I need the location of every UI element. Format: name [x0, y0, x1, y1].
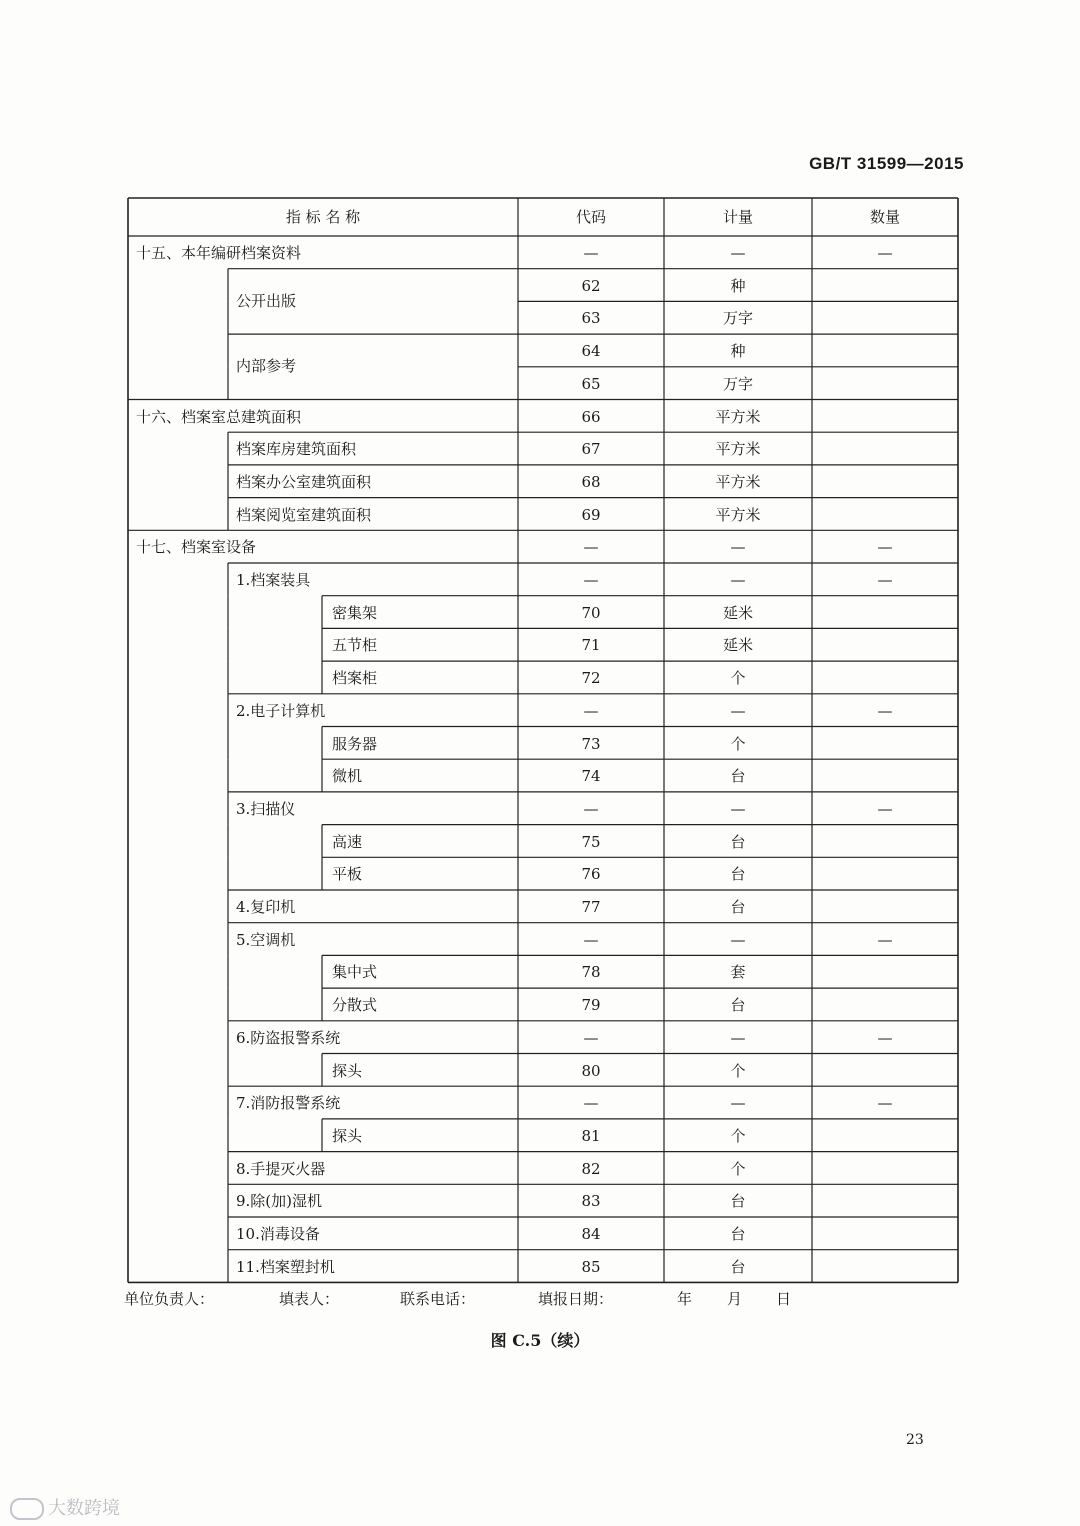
- indicator-code: —: [583, 1028, 599, 1047]
- indicator-unit: 台: [730, 767, 746, 786]
- indicator-label: 探头: [332, 1126, 363, 1145]
- filler-label: 填表人：: [279, 1290, 340, 1308]
- indicator-unit: 延米: [722, 636, 753, 655]
- indicator-label: 7.消防报警系统: [236, 1094, 341, 1113]
- indicator-unit: 台: [730, 832, 746, 851]
- indicator-unit: 个: [730, 1126, 746, 1145]
- header-code: 代码: [575, 208, 606, 226]
- indicator-unit: 平方米: [715, 407, 761, 426]
- indicator-label: 档案库房建筑面积: [236, 440, 357, 459]
- indicator-code: 76: [581, 865, 601, 884]
- indicator-quantity: —: [877, 930, 893, 949]
- indicator-quantity: —: [877, 701, 893, 720]
- indicator-code: 79: [581, 996, 601, 1015]
- indicator-unit: 个: [730, 734, 746, 753]
- indicator-unit: 套: [730, 963, 746, 982]
- indicator-unit: —: [730, 244, 746, 262]
- month-label: 月: [727, 1290, 743, 1308]
- watermark-logo-icon: [10, 1498, 44, 1520]
- indicator-code: 67: [581, 440, 601, 459]
- indicator-quantity: —: [877, 799, 893, 818]
- indicator-unit: 平方米: [715, 440, 761, 459]
- day-label: 日: [776, 1290, 792, 1308]
- indicator-label: 探头: [332, 1061, 363, 1080]
- watermark: [10, 1494, 120, 1520]
- indicator-code: 68: [581, 472, 601, 491]
- indicator-unit: 台: [730, 898, 746, 916]
- indicator-label: 平板: [332, 865, 363, 884]
- indicator-code: 83: [581, 1192, 601, 1211]
- indicator-code: 80: [581, 1061, 601, 1080]
- report-date-label: 填报日期：: [538, 1290, 614, 1308]
- indicator-unit: 个: [730, 1061, 746, 1080]
- indicator-label: 五节柜: [332, 636, 378, 655]
- indicator-unit: 万字: [722, 374, 753, 393]
- indicator-label: 内部参考: [236, 357, 297, 376]
- indicator-label: 5.空调机: [236, 930, 296, 949]
- indicator-quantity: —: [877, 538, 893, 557]
- watermark-text: 大数跨境: [48, 1498, 120, 1519]
- indicator-label: 微机: [332, 767, 363, 786]
- indicator-quantity: —: [877, 1094, 893, 1113]
- indicator-unit: 台: [730, 865, 746, 884]
- indicator-quantity: —: [877, 571, 893, 589]
- indicator-code: —: [583, 701, 599, 720]
- indicator-unit: 个: [730, 669, 746, 688]
- indicator-code: 64: [581, 342, 601, 361]
- indicator-quantity: —: [877, 244, 893, 262]
- standard-code: GB/T 31599—2015: [809, 154, 964, 173]
- indicator-code: —: [583, 244, 599, 262]
- indicator-label: 公开出版: [236, 291, 297, 310]
- indicator-label: 十六、档案室总建筑面积: [136, 407, 302, 426]
- indicator-label: 分散式: [332, 996, 378, 1015]
- indicator-code: —: [583, 1094, 599, 1113]
- indicator-unit: —: [730, 1028, 746, 1047]
- indicator-unit: 延米: [722, 603, 753, 622]
- indicator-label: 8.手提灭火器: [236, 1159, 326, 1178]
- indicator-code: 85: [581, 1257, 601, 1276]
- indicator-unit: 台: [730, 1192, 746, 1211]
- page-number: 23: [906, 1432, 924, 1448]
- year-label: 年: [677, 1290, 693, 1308]
- indicator-code: 82: [581, 1159, 601, 1178]
- indicator-label: 11.档案塑封机: [236, 1257, 335, 1276]
- indicator-code: —: [583, 571, 599, 589]
- indicator-unit: —: [730, 571, 746, 589]
- indicator-label: 档案办公室建筑面积: [236, 472, 372, 491]
- indicator-code: 75: [581, 832, 601, 851]
- indicator-code: 63: [581, 309, 601, 328]
- indicator-code: 73: [581, 734, 601, 753]
- indicator-unit: 台: [730, 1225, 746, 1243]
- indicator-code: 71: [581, 636, 601, 655]
- indicator-quantity: —: [877, 1028, 893, 1047]
- indicator-label: 高速: [332, 832, 363, 851]
- indicator-label: 档案柜: [332, 669, 378, 688]
- indicator-unit: 万字: [722, 309, 753, 328]
- indicator-unit: 个: [730, 1159, 746, 1178]
- header-name: 指 标 名 称: [285, 208, 361, 226]
- indicator-label: 十五、本年编研档案资料: [136, 244, 302, 262]
- indicator-label: 档案阅览室建筑面积: [236, 505, 372, 524]
- indicator-unit: 平方米: [715, 505, 761, 524]
- indicator-code: 65: [581, 374, 601, 393]
- indicator-unit: —: [730, 538, 746, 557]
- indicator-code: 77: [581, 898, 601, 916]
- indicator-label: 9.除(加)湿机: [236, 1192, 323, 1211]
- indicator-label: 集中式: [332, 963, 378, 982]
- figure-caption: 图 C.5（续）: [490, 1331, 590, 1350]
- indicator-code: —: [583, 799, 599, 818]
- indicator-unit: 种: [730, 342, 746, 361]
- indicator-code: 78: [581, 963, 601, 982]
- unit-head-label: 单位负责人：: [124, 1290, 215, 1308]
- header-quantity: 数量: [869, 208, 900, 226]
- indicator-unit: 台: [730, 996, 746, 1015]
- indicator-unit: —: [730, 1094, 746, 1113]
- indicator-code: 81: [581, 1126, 601, 1145]
- indicator-label: 密集架: [332, 603, 378, 622]
- indicator-unit: 台: [730, 1257, 746, 1276]
- indicator-code: 70: [581, 603, 601, 622]
- indicator-code: 69: [581, 505, 601, 524]
- indicator-label: 十七、档案室设备: [136, 538, 257, 557]
- phone-label: 联系电话：: [400, 1290, 476, 1308]
- indicator-unit: 种: [730, 276, 746, 295]
- indicator-unit: —: [730, 701, 746, 720]
- indicator-code: 84: [581, 1225, 601, 1243]
- indicator-code: 66: [581, 407, 601, 426]
- indicator-code: 72: [581, 669, 601, 688]
- indicator-code: —: [583, 930, 599, 949]
- indicator-label: 6.防盗报警系统: [236, 1028, 341, 1047]
- header-unit: 计量: [722, 208, 753, 226]
- indicator-unit: 平方米: [715, 472, 761, 491]
- indicator-unit: —: [730, 930, 746, 949]
- indicator-label: 2.电子计算机: [236, 701, 326, 720]
- indicator-code: 74: [581, 767, 601, 786]
- form-footer: [124, 1288, 824, 1310]
- indicator-label: 4.复印机: [236, 898, 296, 916]
- indicator-code: 62: [581, 276, 601, 295]
- indicator-label: 3.扫描仪: [236, 799, 296, 818]
- indicator-unit: —: [730, 799, 746, 818]
- indicator-label: 10.消毒设备: [236, 1225, 320, 1243]
- indicator-label: 服务器: [332, 734, 378, 753]
- indicator-label: 1.档案装具: [236, 571, 311, 589]
- indicator-code: —: [583, 538, 599, 557]
